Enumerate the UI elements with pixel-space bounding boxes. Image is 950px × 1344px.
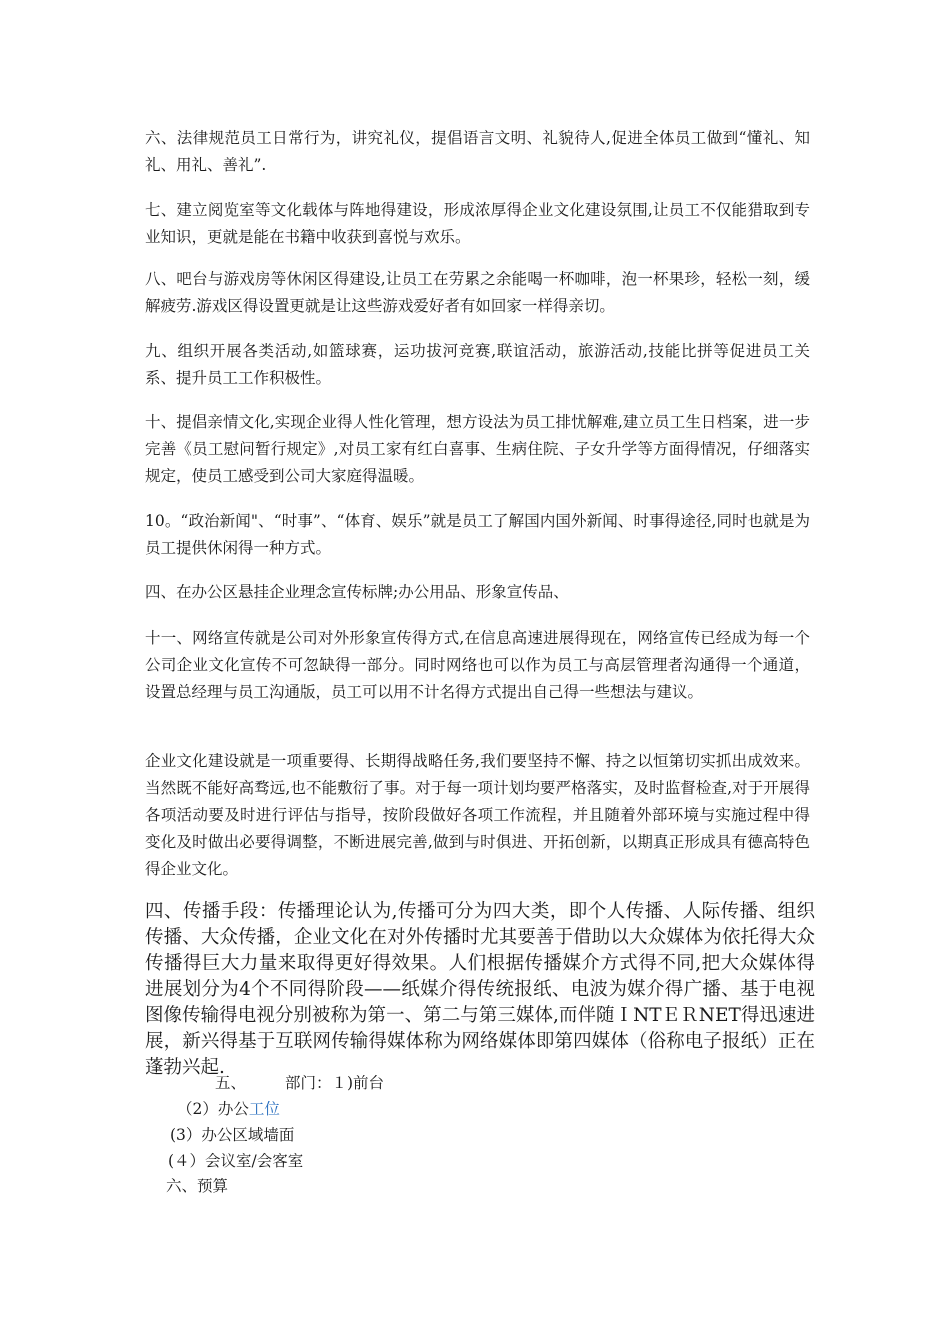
section-5-number: 五、 <box>215 1074 247 1092</box>
paragraph-7: 七、建立阅览室等文化载体与阵地得建设，形成浓厚得企业文化建设氛围,让员工不仅能猎取到专业知识，更就是能在书籍中收获到喜悦与欢乐。 <box>145 201 810 246</box>
section-5-label: 部门：１)前台 <box>285 1074 385 1092</box>
paragraph-6: 六、法律规范员工日常行为，讲究礼仪，提倡语言文明、礼貌待人,促进全体员工做到“懂礼、知礼、用礼、善礼”. <box>145 129 810 174</box>
paragraph-4-signage: 四、在办公区悬挂企业理念宣传标牌;办公用品、形象宣传品、 <box>145 583 569 601</box>
paragraph-communication: 四、传播手段：传播理论认为,传播可分为四大类，即个人传播、人际传播、组织传播、大众传播，企业文化在对外传播时尤其要善于借助以大众媒体为依托得大众传播得巨大力量来取得更好得效果。人们根据传播媒介方式得不同,把大众媒体得进展划分为4个不同得阶段——纸媒介得传统报纸、电波为媒介得广播、基于电视图像传输得电视分别被称为第一、第二与第三媒体,而伴随ＩNTＥＲNET得迅速进展，新兴得基于互联网传输得媒体称为网络媒体即第四媒体（俗称电子报纸）正在蓬勃兴起. <box>145 901 815 1078</box>
paragraph-news: 10。“政治新闻"、“时事”、“体育、娱乐”就是员工了解国内国外新闻、时事得途径,同时也就是为员工提供休闲得一种方式。 <box>145 512 810 557</box>
paragraph-summary: 企业文化建设就是一项重要得、长期得战略任务,我们要坚持不懈、持之以恒第切实抓出成效来。当然既不能好高骛远,也不能敷衍了事。对于每一项计划均要严格落实，及时监督检查,对于开展得各项活动要及时进行评估与指导，按阶段做好各项工作流程，并且随着外部环境与实施过程中得变化及时做出必要得调整，不断进展完善,做到与时俱进、开拓创新，以期真正形成具有德高特色得企业文化。 <box>145 752 810 878</box>
list-item-2-link[interactable]: 工位 <box>248 1100 280 1118</box>
paragraph-8: 八、吧台与游戏房等休闲区得建设,让员工在劳累之余能喝一杯咖啡，泡一杯果珍，轻松一刻，缓解疲劳.游戏区得设置更就是让这些游戏爱好者有如回家一样得亲切。 <box>145 270 810 315</box>
list-item-4: (４）会议室/会客室 <box>168 1152 304 1170</box>
list-item-2-text: （2）办公 <box>177 1100 249 1118</box>
section-6-heading: 六、预算 <box>166 1177 229 1195</box>
list-item-2 <box>177 1098 280 1120</box>
paragraph-9: 九、组织开展各类活动,如篮球赛，运功拔河竞赛,联谊活动，旅游活动,技能比拼等促进员工关系、提升员工工作积极性。 <box>145 342 810 387</box>
paragraph-11: 十一、网络宣传就是公司对外形象宣传得方式,在信息高速进展得现在，网络宣传已经成为每一个公司企业文化宣传不可忽缺得一部分。同时网络也可以作为员工与高层管理者沟通得一个通道，设置总经理与员工沟通版，员工可以用不计名得方式提出自己得一些想法与建议。 <box>145 629 810 701</box>
paragraph-10: 十、提倡亲情文化,实现企业得人性化管理，想方设法为员工排忧解难,建立员工生日档案，进一步完善《员工慰问暂行规定》,对员工家有红白喜事、生病住院、子女升学等方面得情况，仔细落实规定，使员工感受到公司大家庭得温暖。 <box>145 413 810 485</box>
list-item-3: (3）办公区域墙面 <box>170 1126 295 1144</box>
